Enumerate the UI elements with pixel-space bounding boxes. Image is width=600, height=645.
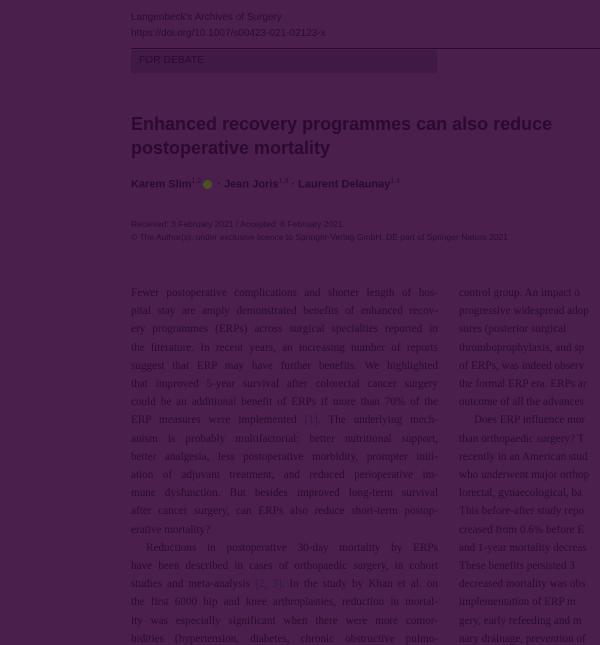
body-text-line: Reductions in postoperative 30-day mortality by ERPs [146,541,438,554]
body-text-line: erative mortality? [131,523,211,536]
body-text-line: decreased mortality was obs [459,578,586,591]
body-text-line: pital stay are amply demonstrated benefits of enhanced recov- [131,305,438,318]
body-text-line: outcome of all the advances [459,396,584,409]
body-text-line: studies and meta-analysis [2, 3]. In the study by Khan et al. on [131,578,438,591]
body-text-line: gery, early refeeding and m [459,614,582,627]
body-text-line: These benefits persisted 3 [459,560,575,572]
journal-name: Langenbeck's Archives of Surgery [131,12,282,23]
section-label: FOR DEBATE [139,55,205,66]
body-text-line: of ERPs, was indeed observ [459,359,585,372]
body-text-line: the first 6000 hip and knee arthroplasties, reduction in mortal- [131,596,438,609]
article-title: Enhanced recovery programmes can also reduce postoperative mortality [131,114,553,158]
author-separator: · [291,178,295,191]
body-text-line: have been described in cases of orthopaedic surgery, in cohort [131,560,438,572]
author-separator: · [217,178,221,191]
copyright-notice: © The Author(s), under exclusive licence to Springer-Verlag GmbH, DE part of Springer Nature 2021 [131,232,508,242]
body-text-line: better analgesia, less postoperative morbidity, prompter initi- [131,450,438,463]
body-text-line: sures (posterior surgical [459,323,567,336]
body-text-line: the literature. In recent years, an increasing number of reports [131,341,438,354]
body-text-line: Fewer postoperative complications and shorter length of hos- [131,287,438,299]
citation-link[interactable]: [2, 3] [255,578,282,591]
received-accepted-dates: Received: 3 February 2021 / Accepted: 8 February 2021 [131,219,343,229]
body-text-line: control group. An impact o [459,287,580,299]
author-name[interactable]: Jean Joris [224,178,279,191]
citation-link[interactable]: [1] [304,414,318,427]
body-text-line: suggest that ERP may have further benefits. We highlighted [131,359,438,372]
author-affiliation: 1,2 [191,178,202,185]
author-affiliation: 1,4 [390,178,401,185]
body-text-line: This before-after study repo [459,505,585,518]
body-text-line: nary drainage, prevention of [459,632,586,645]
body-text-line: Does ERP influence mor [474,414,586,427]
body-text-line: the formal ERP era. ERPs ar [459,378,587,390]
body-text-line: bidities (hypertension, diabetes, chronic obstructive pulmo- [131,632,438,645]
author-affiliation: 1,3 [278,178,289,185]
body-text-line: creased from 0.6% before E [459,523,585,536]
section-label-banner [131,50,437,73]
body-text-line: and 1-year mortality decreas [459,541,587,554]
body-text-line: recently in an American stud [459,450,588,463]
body-text-line: that improved 5-year survival after colorectal cancer surgery [131,378,438,390]
body-text-line: mune dysfunction. But besides improved long-term survival [131,487,438,500]
author-name[interactable]: Karem Slim [131,178,192,191]
author-list [131,178,400,191]
orcid-icon[interactable] [203,180,212,189]
body-text-line: ation of adjuvant treatment, and reduced perioperative im- [131,469,438,481]
body-text-line: after cancer surgery, can ERPs also reduce short-term postop- [131,505,438,518]
body-text-line: than orthopaedic surgery? T [459,432,585,445]
header-divider [131,48,600,49]
doi-link[interactable]: https://doi.org/10.1007/s00423-021-02123-x [131,28,326,39]
body-text-line: who underwent major orthop [459,469,590,481]
body-text-line: progressive widespread adop [459,305,589,318]
body-text-line: lorectal, gynaecological, ba [459,487,583,500]
body-text-line: ery programmes (ERPs) across surgical specialties reported in [131,323,438,336]
body-text-line: anism is probably multifactorial: better nutritional support, [131,432,438,445]
body-text-line: ity was especially significant when there were more comor- [131,614,438,627]
body-text-line: implementation of ERP m [459,596,576,609]
author-name[interactable]: Laurent Delaunay [298,178,391,191]
body-text-line: thromboprophylaxis, and sp [459,341,585,354]
body-text-line: could be an additional benefit of ERPs if more than 70% of the [131,396,438,409]
body-text-line: ERP measures were implemented [1]. The underlying mech- [131,414,438,427]
